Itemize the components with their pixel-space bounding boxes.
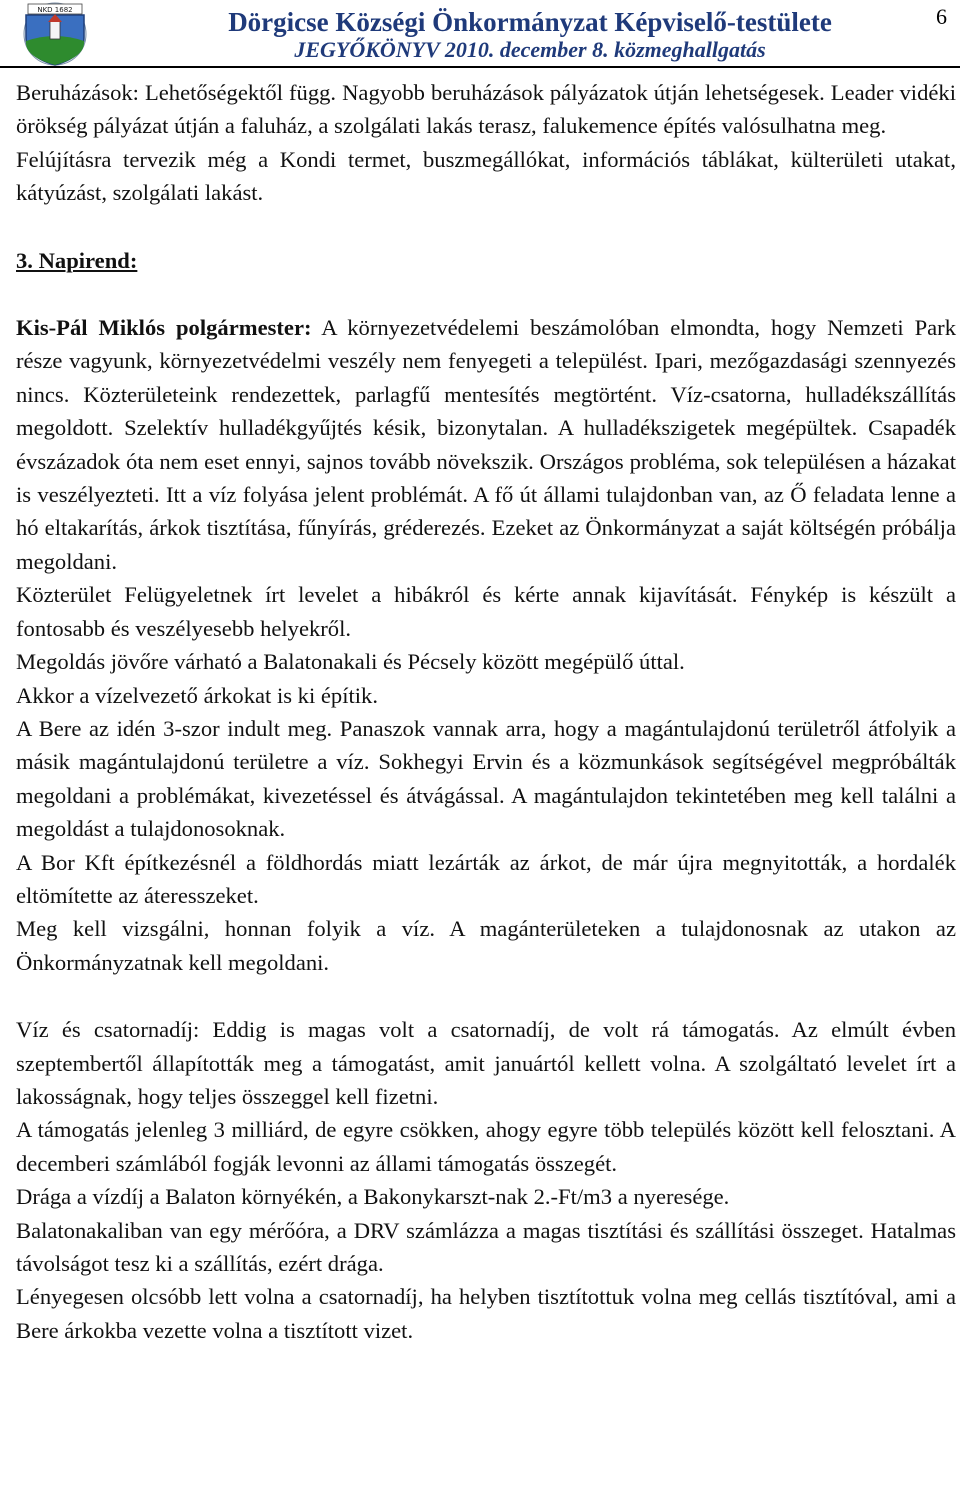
paragraph: Beruházások: Lehetőségektől függ. Nagyobb beruházások pályázatok útján lehetségesek. Leader vidéki örökség pályázat útján a faluház, a szolgálati lakás terasz, falukemence építés valósulhatna meg.: [16, 80, 956, 139]
paragraph: Víz és csatornadíj: Eddig is magas volt a csatornadíj, de volt rá támogatás. Az elmúlt évben szeptembertől állapították meg a támogatást, amit januártól kellett volna. A szolgáltató levelet írt a lakosságnak, hogy teljes összeggel kell fizetni.: [16, 1017, 956, 1109]
document-subtitle: JEGYŐKÖNYV 2010. december 8. közmeghallgatás: [294, 37, 766, 62]
paragraph: A Bor Kft építkezésnél a földhordás miatt lezárták az árkot, de már újra megnyitották, a hordalék eltömítette az áteresszeket.: [16, 849, 956, 908]
paragraph: Balatonakaliban van egy mérőóra, a DRV számlázza a magas tisztítási és szállítási összeget. Hatalmas távolságot tesz ki a szállítás, ezért drága.: [16, 1217, 956, 1276]
paragraph: Megoldás jövőre várható a Balatonakali és Pécsely között megépülő úttal.: [16, 649, 685, 675]
paragraph: Drága a vízdíj a Balaton környékén, a Bakonykarszt-nak 2.-Ft/m3 a nyeresége.: [16, 1184, 730, 1210]
page-header: [0, 0, 960, 68]
speaker-name: Kis-Pál Miklós polgármester:: [16, 315, 312, 341]
speaker-text: A környezetvédelemi beszámolóban elmondta, hogy Nemzeti Park része vagyunk, környezetvédelmi veszély nem fenyegeti a települést. Ipari, mezőgazdasági szennyezés nincs. Közterületeink rendezettek, parlagfű mentesítés megtörtént. Víz-csatorna, hulladékszállítás megoldott. Szelektív hulladékgyűjtés késik, bizonytalan. A hulladékszigetek megépültek. Csapadék évszázadok óta nem eset ennyi, sajnos tovább növekszik. Országos probléma, sok településen a házakat is veszélyezteti. Itt a víz folyása jelent problémát. A fő út állami tulajdonban van, az Ő feladata lenne a hó eltakarítás, árkok tisztítása, fűnyírás, gréderezés. Ezeket az Önkormányzat a saját költségén próbálja megoldani.: [16, 315, 956, 574]
crest-text: NKD 1682: [37, 6, 73, 14]
paragraph: Meg kell vizsgálni, honnan folyik a víz. A magánterületeken a tulajdonosnak az utakon az Önkormányzatnak kell megoldani.: [16, 916, 956, 975]
speaker-paragraph: [16, 311, 956, 578]
page-number: 6: [936, 4, 947, 29]
paragraph: Közterület Felügyeletnek írt levelet a hibákról és kérte annak kijavítását. Fénykép is készült a fontosabb és veszélyesebb helyekről.: [16, 582, 956, 641]
municipal-crest-logo: [14, 1, 96, 67]
paragraph: Akkor a vízelvezető árkokat is ki építik.: [16, 682, 379, 708]
document-title: Dörgicse Községi Önkormányzat Képviselő-testülete: [228, 7, 832, 37]
paragraph: A Bere az idén 3-szor indult meg. Panaszok vannak arra, hogy a magántulajdonú területről átfolyik a másik magántulajdonú területre a víz. Sokhegyi Ervin és a közmunkások segítségével megpróbálták megoldani a problémákat, kivezetéssel és átvágással. A magántulajdon tekintetében meg kell találni a megoldást a tulajdonosoknak.: [16, 715, 956, 842]
paragraph: A támogatás jelenleg 3 milliárd, de egyre csökken, ahogy egyre több település között kell felosztani. A decemberi számlából fogják levonni az állami támogatás összegét.: [16, 1117, 956, 1176]
section-heading: 3. Napirend:: [16, 247, 138, 273]
paragraph: Felújításra tervezik még a Kondi termet, buszmegállókat, információs táblákat, külterületi utakat, kátyúzást, szolgálati lakást.: [16, 146, 956, 206]
document-body: [16, 76, 956, 1347]
paragraph: Lényegesen olcsóbb lett volna a csatornadíj, ha helyben tisztítottuk volna meg cellás tisztítóval, ami a Bere árkokba vezette volna a tisztított vizet.: [16, 1284, 956, 1343]
